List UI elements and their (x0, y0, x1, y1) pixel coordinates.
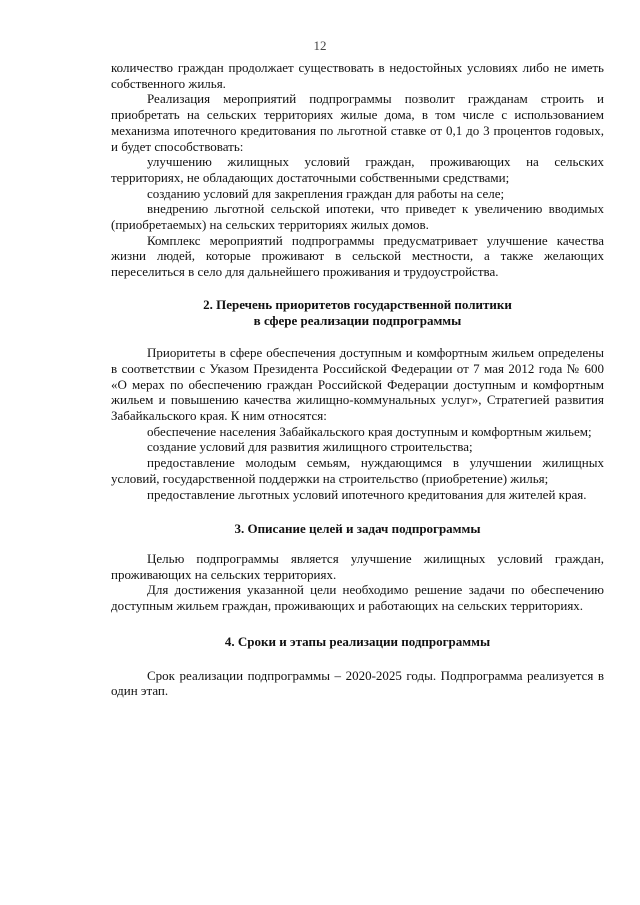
document-body (111, 60, 604, 699)
section-2-heading (111, 297, 604, 328)
intro-paragraph-5: внедрению льготной сельской ипотеки, что приведет к увеличению вводимых (приобретаемых) на сельских территориях жилых домов. (111, 201, 604, 233)
section-2-paragraph-2: обеспечение населения Забайкальского края доступным и комфортным жильем; (147, 423, 592, 439)
intro-paragraph-1: количество граждан продолжает существовать в недостойных условиях либо не иметь собственного жилья. (111, 60, 604, 91)
intro-paragraph-6: Комплекс мероприятий подпрограммы предусматривает улучшение качества жизни людей, которые проживают в сельской местности, а также желающих переселиться в село для дальнейшего проживания и трудоустройства. (111, 232, 604, 280)
section-4-paragraph-1: Срок реализации подпрограммы – 2020-2025 годы. Подпрограмма реализуется в один этап. (111, 667, 604, 699)
section-2-paragraph-4: предоставление молодым семьям, нуждающимся в улучшении жилищных условий, государственной поддержки на строительство (приобретение) жилья; (111, 455, 604, 486)
section-3-paragraph-1: Целью подпрограммы является улучшение жилищных условий граждан, проживающих на сельских территориях. (111, 550, 604, 582)
section-2-heading-line-1: 2. Перечень приоритетов государственной политики (203, 296, 512, 312)
section-2-paragraph-5: предоставление льготных условий ипотечного кредитования для жителей края. (147, 486, 587, 502)
page-number: 12 (313, 38, 327, 53)
intro-paragraph-2: Реализация мероприятий подпрограммы позволит гражданам строить и приобретать на сельских территориях жилые дома, в том числе с использованием механизма ипотечного кредитования по льготной ставке от 0,1 до 3 процентов годовых, и будет способствовать: (111, 91, 604, 154)
section-4-heading: 4. Сроки и этапы реализации подпрограммы (224, 633, 491, 649)
section-2-heading-line-2: в сфере реализации подпрограммы (253, 312, 462, 328)
section-3-paragraph-2: Для достижения указанной цели необходимо решение задачи по обеспечению доступным жильем граждан, проживающих и работающих на сельских территориях. (111, 582, 604, 614)
section-3-heading: 3. Описание целей и задач подпрограммы (234, 521, 481, 537)
section-2-paragraph-1: Приоритеты в сфере обеспечения доступным и комфортным жильем определены в соответствии с Указом Президента Российской Федерации от 7 мая 2012 года № 600 «О мерах по обеспечению граждан Российской Федерации доступным и комфортным жильем и повышению качества жилищно-коммунальных услуг», Стратегией развития Забайкальского края. К ним относятся: (111, 345, 604, 424)
intro-paragraph-3: улучшению жилищных условий граждан, проживающих на сельских территориях, не обладающих достаточными собственными средствами; (111, 154, 604, 185)
section-2-paragraph-3: создание условий для развития жилищного строительства; (147, 439, 473, 455)
intro-paragraph-4: созданию условий для закрепления граждан для работы на селе; (147, 185, 505, 201)
